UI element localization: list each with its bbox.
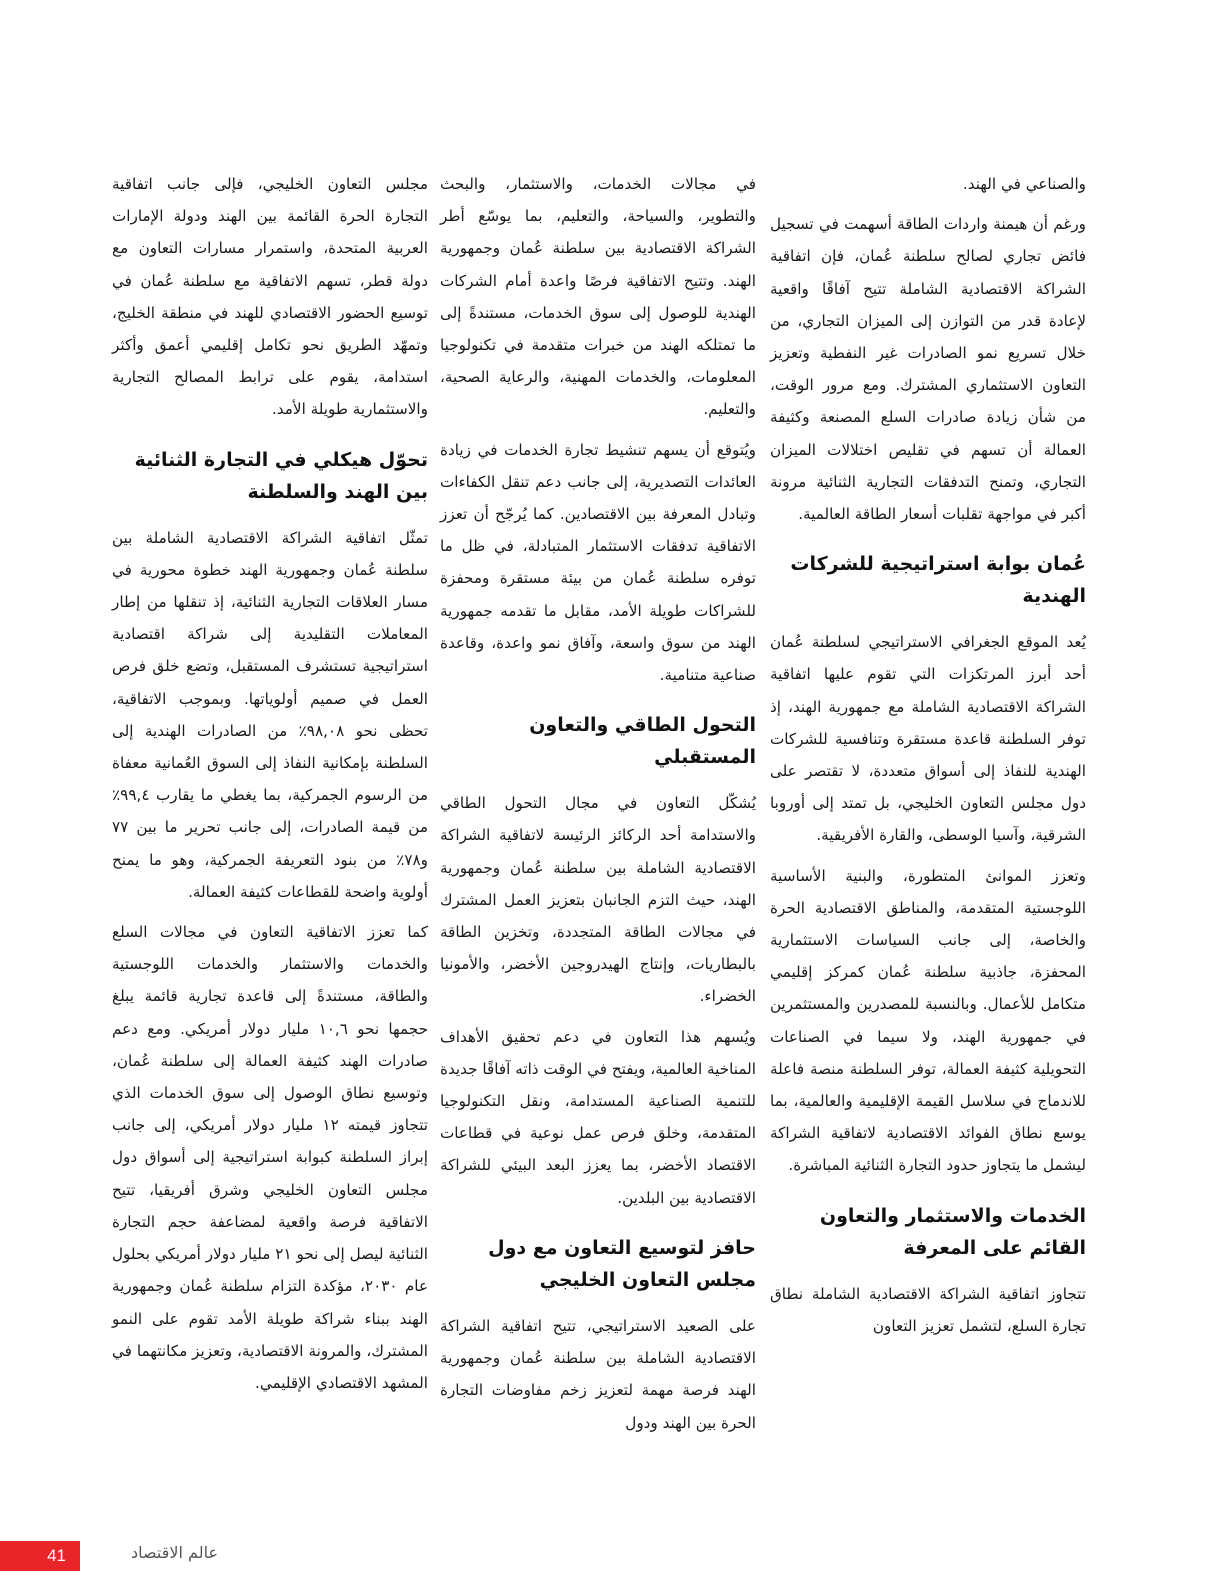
paragraph: تتجاوز اتفاقية الشراكة الاقتصادية الشاملة نطاق تجارة السلع، لتشمل تعزيز التعاون — [770, 1284, 1086, 1335]
article-column-right — [770, 168, 1086, 1342]
page-footer — [0, 1541, 230, 1571]
paragraph: كما تعزز الاتفاقية التعاون في مجالات السلع والخدمات والاستثمار والخدمات اللوجستية والطاقة، مستندةً إلى قاعدة تجارية قائمة يبلغ حجمها نحو ١٠,٦ مليار دولار أمريكي. ومع دعم صادرات الهند كثيفة العمالة إلى سلطنة عُمان، وتوسيع نطاق الوصول إلى سوق الخدمات الذي تتجاوز قيمته ١٢ مليار دولار أمريكي، إلى جانب إبراز السلطنة كبوابة استراتيجية إلى أسواق دول مجلس التعاون الخليجي وشرق أفريقيا، تتيح الاتفاقية فرصة واقعية لمضاعفة حجم التجارة الثنائية ليصل إلى نحو ٢١ مليار دولار أمريكي بحلول عام ٢٠٣٠، مؤكدة التزام سلطنة عُمان وجمهورية الهند ببناء شراكة طويلة الأمد تقوم على النمو المشترك، والمرونة الاقتصادية، وتعزيز مكانتهما في المشهد الاقتصادي الإقليمي. — [112, 923, 429, 1392]
paragraph: ورغم أن هيمنة واردات الطاقة أسهمت في تسجيل فائض تجاري لصالح سلطنة عُمان، فإن اتفاقية الشراكة الاقتصادية الشاملة تتيح آفاقًا واقعية لإعادة قدر من التوازن إلى الميزان التجاري، من خلال تسريع نمو الصادرات غير النفطية وتعزيز التعاون الاستثماري المشترك. ومع مرور الوقت، من شأن زيادة صادرات السلع المصنعة وكثيفة العمالة أن تسهم في تقليص اختلالات الميزان التجاري، وتمنح التدفقات التجارية الثنائية مرونة أكبر في مواجهة تقلبات أسعار الطاقة العالمية. — [770, 215, 1086, 524]
paragraph: ويُسهم هذا التعاون في دعم تحقيق الأهداف المناخية العالمية، ويفتح في الوقت ذاته آفاقًا جديدة للتنمية الصناعية المستدامة، ونقل التكنولوجيا المتقدمة، وخلق فرص عمل نوعية في قطاعات الاقتصاد الأخضر، بما يعزز البعد البيئي للشراكة الاقتصادية بين البلدين. — [440, 1027, 756, 1207]
section-heading: تحوّل هيكلي في التجارة الثنائية بين الهند والسلطنة — [134, 448, 428, 503]
paragraph: تمثّل اتفاقية الشراكة الاقتصادية الشاملة بين سلطنة عُمان وجمهورية الهند خطوة محورية في مسار العلاقات التجارية الثنائية، إذ تنقلها من إطار المعاملات التقليدية إلى شراكة اقتصادية استراتيجية تستشرف المستقبل، وتضع خلق فرص العمل في صميم أولوياتها. وبموجب الاتفاقية، تحظى نحو ٩٨,٠٨٪ من الصادرات الهندية إلى السلطنة بإمكانية النفاذ إلى السوق العُمانية معفاة من الرسوم الجمركية، بما يغطي ما يقارب ٩٩,٤٪ من قيمة الصادرات، إلى جانب تحرير ما بين ٧٧ و٧٨٪ من بنود التعريفة الجمركية، وهو ما يمنح أولوية واضحة للقطاعات كثيفة العمالة. — [112, 528, 428, 901]
section-heading: الخدمات والاستثمار والتعاون القائم على المعرفة — [819, 1204, 1086, 1259]
page-number: 41 — [0, 1541, 80, 1571]
article-column-middle — [440, 168, 756, 1439]
section-heading: حافز لتوسيع التعاون مع دول مجلس التعاون الخليجي — [488, 1236, 756, 1291]
section-heading: عُمان بوابة استراتيجية للشركات الهندية — [790, 553, 1086, 608]
section-heading: التحول الطاقي والتعاون المستقبلي — [529, 714, 756, 769]
magazine-name: عالم الاقتصاد — [131, 1543, 218, 1562]
paragraph: ويُتوقع أن يسهم تنشيط تجارة الخدمات في زيادة العائدات التصديرية، إلى جانب دعم تنقل الكفاءات وتبادل المعرفة بين الاقتصادين. كما يُرجّح أن تعزز الاتفاقية تدفقات الاستثمار المتبادلة، في ظل ما توفره سلطنة عُمان من بيئة مستقرة ومحفزة للشراكات طويلة الأمد، مقابل ما تقدمه جمهورية الهند من سوق واسعة، وآفاق نمو واعدة، وقاعدة صناعية متنامية. — [440, 440, 756, 685]
paragraph: على الصعيد الاستراتيجي، تتيح اتفاقية الشراكة الاقتصادية الشاملة بين سلطنة عُمان وجمهورية الهند فرصة مهمة لتعزيز زخم مفاوضات التجارة الحرة بين الهند ودول — [440, 1316, 756, 1432]
article-column-left — [112, 168, 428, 1399]
paragraph: يُعد الموقع الجغرافي الاستراتيجي لسلطنة عُمان أحد أبرز المرتكزات التي تقوم عليها اتفاقية الشراكة الاقتصادية الشاملة مع جمهورية الهند، إذ توفر السلطنة قاعدة مستقرة وتنافسية للشركات الهندية للنفاذ إلى أسواق متعددة، لا تقتصر على دول مجلس التعاون الخليجي، بل تمتد إلى أوروبا الشرقية، وآسيا الوسطى، والقارة الأفريقية. — [770, 633, 1086, 845]
paragraph: والصناعي في الهند. — [962, 175, 1086, 193]
paragraph: يُشكّل التعاون في مجال التحول الطاقي والاستدامة أحد الركائز الرئيسة لاتفاقية الشراكة الاقتصادية الشاملة بين سلطنة عُمان وجمهورية الهند، حيث التزم الجانبان بتعزيز العمل المشترك في مجالات الطاقة المتجددة، وتخزين الطاقة بالبطاريات، وإنتاج الهيدروجين الأخضر، والأمونيا الخضراء. — [440, 794, 756, 1006]
paragraph: وتعزز الموانئ المتطورة، والبنية الأساسية اللوجستية المتقدمة، والمناطق الاقتصادية الحرة والخاصة، إلى جانب السياسات الاستثمارية المحفزة، جاذبية سلطنة عُمان كمركز إقليمي متكامل للأعمال. وبالنسبة للمصدرين والمستثمرين في جمهورية الهند، ولا سيما في الصناعات التحويلية كثيفة العمالة، توفر السلطنة منصة فاعلة للاندماج في سلاسل القيمة الإقليمية والعالمية، بما يوسع نطاق الفوائد الاقتصادية لاتفاقية الشراكة ليشمل ما يتجاوز حدود التجارة الثنائية المباشرة. — [770, 866, 1086, 1175]
paragraph: مجلس التعاون الخليجي، فإلى جانب اتفاقية التجارة الحرة القائمة بين الهند ودولة الإمارات العربية المتحدة، واستمرار مسارات التعاون مع دولة قطر، تسهم الاتفاقية مع سلطنة عُمان في توسيع الحضور الاقتصادي للهند في منطقة الخليج، وتمهّد الطريق نحو تكامل إقليمي أعمق وأكثر استدامة، يقوم على ترابط المصالح التجارية والاستثمارية طويلة الأمد. — [112, 175, 428, 419]
paragraph: في مجالات الخدمات، والاستثمار، والبحث والتطوير، والسياحة، والتعليم، بما يوسّع أطر الشراكة الاقتصادية بين سلطنة عُمان وجمهورية الهند. وتتيح الاتفاقية فرصًا واعدة أمام الشركات الهندية للوصول إلى سوق الخدمات، مستندةً إلى ما تمتلكه الهند من خبرات متقدمة في تكنولوجيا المعلومات، والخدمات المهنية، والرعاية الصحية، والتعليم. — [440, 175, 756, 419]
